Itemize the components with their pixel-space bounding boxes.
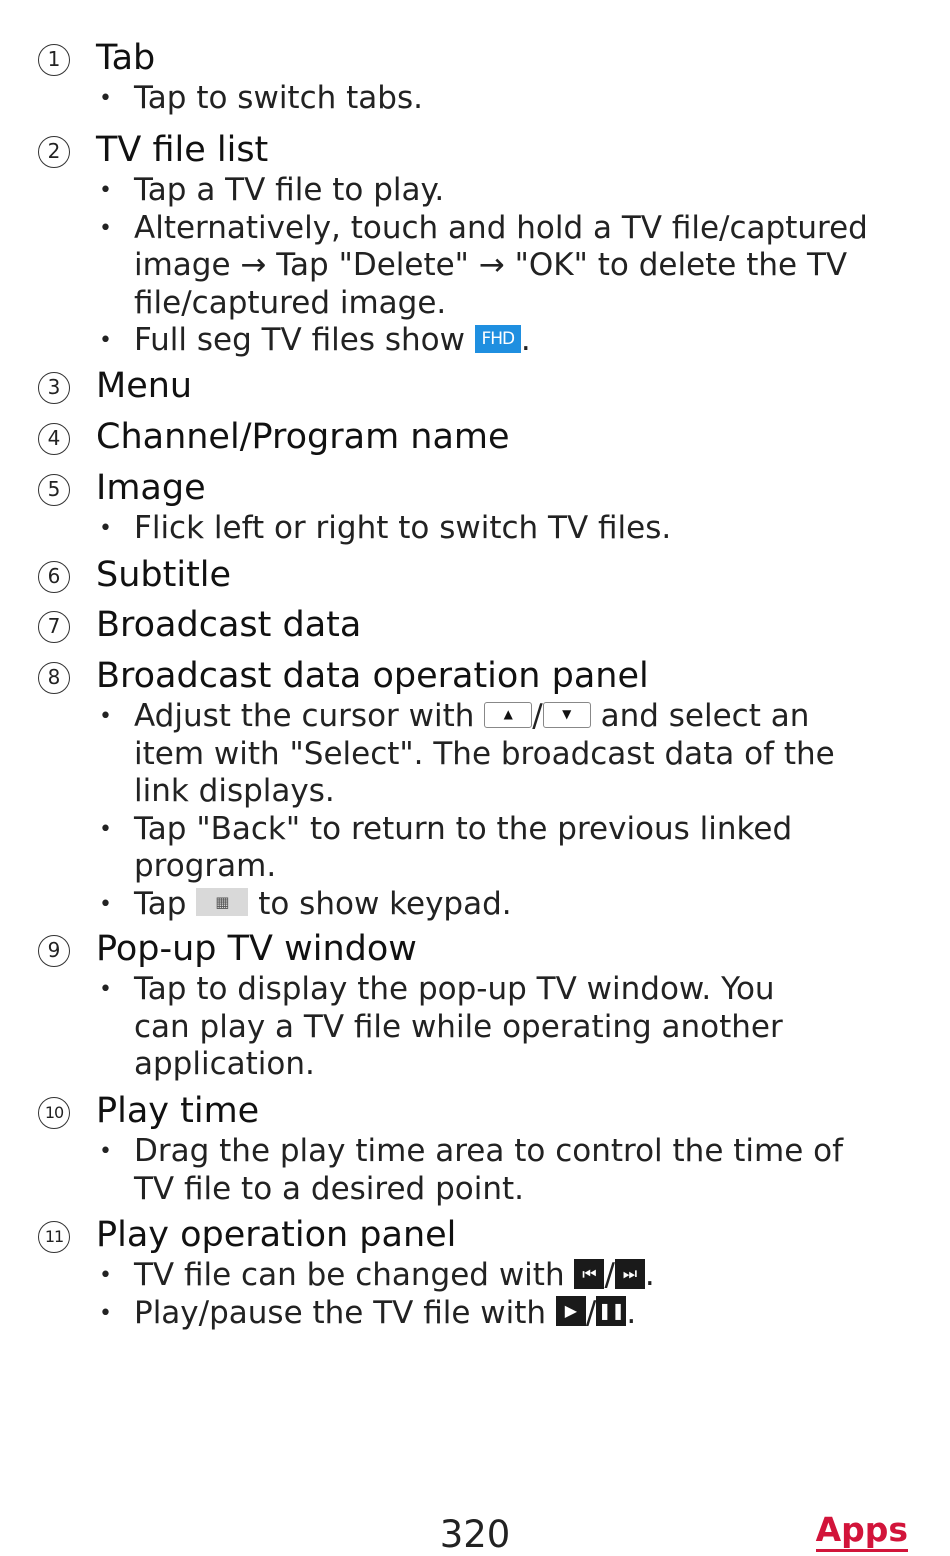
item-title: Broadcast data bbox=[96, 605, 362, 645]
bullet-text: • Adjust the cursor with ▲ / ▼ and select an item with "Select". The broadcast data of the link displays. bbox=[99, 698, 835, 809]
item-broadcast-data bbox=[0, 603, 950, 647]
item-number: 2 bbox=[38, 136, 70, 168]
item-title: Play operation panel bbox=[96, 1215, 457, 1255]
bullet-text: • Drag the play time area to control the time of TV file to a desired point. bbox=[99, 1133, 844, 1207]
item-title: Subtitle bbox=[96, 555, 232, 595]
item-number: 4 bbox=[38, 423, 70, 455]
skip-forward-icon: ⏭ bbox=[615, 1259, 645, 1289]
item-tv-file-list bbox=[0, 128, 950, 360]
item-broadcast-data-operation-panel bbox=[0, 654, 950, 923]
bullet-text: • Tap a TV file to play. bbox=[99, 172, 445, 208]
item-title: Image bbox=[96, 468, 206, 508]
item-number: 10 bbox=[38, 1097, 70, 1129]
pause-icon: ❚❚ bbox=[596, 1296, 626, 1326]
item-channel-program-name bbox=[0, 415, 950, 459]
bullet-text: • Tap ▦ to show keypad. bbox=[99, 885, 512, 922]
item-popup-tv-window bbox=[0, 927, 950, 1084]
page-number: 320 bbox=[439, 1513, 511, 1556]
bullet-text: • Tap "Back" to return to the previous linked program. bbox=[99, 810, 793, 884]
play-icon: ▶ bbox=[556, 1296, 586, 1326]
item-play-operation-panel bbox=[0, 1213, 950, 1332]
item-tab bbox=[0, 36, 950, 118]
item-title: Pop-up TV window bbox=[96, 929, 417, 969]
fhd-icon: FHD bbox=[475, 325, 521, 353]
item-title: Broadcast data operation panel bbox=[96, 656, 649, 696]
item-number: 3 bbox=[38, 372, 70, 404]
bullet-text: • Flick left or right to switch TV files. bbox=[99, 510, 672, 546]
item-number: 11 bbox=[38, 1221, 70, 1253]
keypad-icon: ▦ bbox=[196, 888, 248, 916]
cursor-down-key-icon: ▼ bbox=[543, 702, 591, 728]
item-menu bbox=[0, 364, 950, 408]
item-number: 5 bbox=[38, 474, 70, 506]
item-title: Menu bbox=[96, 366, 193, 406]
apps-section-link[interactable]: Apps bbox=[816, 1511, 908, 1552]
item-subtitle bbox=[0, 553, 950, 597]
item-title: Tab bbox=[96, 38, 156, 78]
bullet-text: • Play/pause the TV file with ▶ /❚❚. bbox=[99, 1294, 637, 1331]
cursor-up-key-icon: ▲ bbox=[484, 702, 532, 728]
item-number: 8 bbox=[38, 662, 70, 694]
item-number: 9 bbox=[38, 935, 70, 967]
item-number: 7 bbox=[38, 611, 70, 643]
bullet-text: • Tap to display the pop-up TV window. You can play a TV file while operating another application. bbox=[99, 971, 783, 1082]
item-title: Play time bbox=[96, 1091, 260, 1131]
item-title: TV file list bbox=[96, 130, 269, 170]
item-number: 1 bbox=[38, 44, 70, 76]
bullet-text: • TV file can be changed with ⏮ / ⏭ . bbox=[99, 1257, 655, 1293]
bullet-text: • Tap to switch tabs. bbox=[99, 80, 423, 116]
item-title: Channel/Program name bbox=[96, 417, 510, 457]
item-number: 6 bbox=[38, 561, 70, 593]
item-play-time bbox=[0, 1089, 950, 1208]
bullet-text: • Alternatively, touch and hold a TV file/captured image → Tap "Delete" → "OK" to delete the TV file/captured image. bbox=[99, 209, 868, 321]
bullet-text: • Full seg TV files show FHD . bbox=[99, 322, 531, 358]
skip-back-icon: ⏮ bbox=[574, 1259, 604, 1289]
item-image bbox=[0, 466, 950, 548]
